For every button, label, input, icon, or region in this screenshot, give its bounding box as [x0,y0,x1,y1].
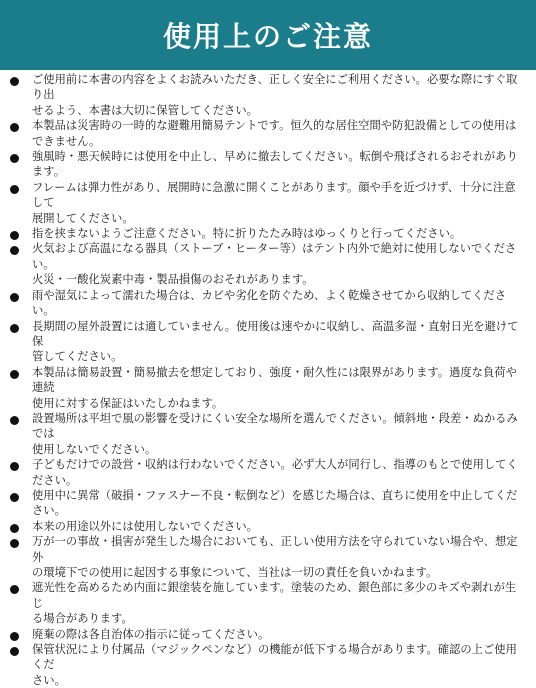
list-item [0,319,536,365]
list-item [0,488,536,519]
bullet-icon [10,185,19,194]
list-item [0,519,536,534]
bullet-icon [10,293,19,302]
list-item [0,534,536,580]
notice-text: 本来の用途以外には使用しないでください。 [32,519,258,533]
list-item [0,180,536,226]
notice-text: 雨や湿気によって濡れた場合は、カビや劣化を防ぐため、よく乾燥させてから収納してください。 [32,288,507,318]
bullet-icon [10,123,19,132]
notice-text: 保管状況により付属品（マジックペンなど）の機能が低下する場合があります。確認の上ご使用くだ さい。 [32,643,517,687]
notice-text: 強風時・悪天候時には使用を中止し、早めに撤去してください。転倒や飛ばされるおそれがあります。 [32,150,518,179]
list-item [0,288,536,319]
notice-text: ご使用前に本書の内容をよくお読みいただき、正しく安全にご利用ください。必要な際にすぐ取り出 せるよう、本書は大切に保管してください。 [32,73,518,117]
list-item [0,72,536,118]
notice-text: 設置場所は平坦で風の影響を受けにくい安全な場所を選んでください。傾斜地・段差・ぬかるみでは 使用しないでください。 [32,411,518,456]
bullet-icon [10,77,19,86]
list-item [0,457,536,488]
list-item [0,580,536,626]
notice-text: 長期間の屋外設置には適していません。使用後は速やかに収納し、高温多湿・直射日光を避けて保 管してください。 [32,319,519,364]
notice-text: 廃棄の際は各自治体の指示に従ってください。 [32,627,270,641]
notice-text: 本製品は災害時の一時的な避難用簡易テントです。恒久的な居住空間や防犯設備としての使用は できません。 [32,119,517,148]
notice-text: 指を挟まないようご注意ください。特に折りたたみ時はゆっくりと行ってください。 [32,227,462,241]
bullet-icon [10,462,19,471]
notice-text: 火気および高温になる器具（ストーブ・ヒーター等）はテント内外で絶対に使用しないでください。 火災・一酸化炭素中毒・製品損傷のおそれがあります。 [32,242,517,287]
bullet-icon [10,370,19,379]
list-item [0,627,536,642]
list-item [0,365,536,411]
bullet-icon [10,324,19,333]
bullet-icon [10,231,19,240]
notice-text: フレームは弾力性があり、展開時に急激に開くことがあります。顔や手を近づけず、十分に注意して 展開してください。 [32,180,516,225]
bullet-icon [10,154,19,163]
list-item [0,226,536,241]
list-item [0,411,536,457]
bullet-icon [10,585,19,594]
list-item [0,149,536,180]
notice-text: 本製品は簡易設置・簡易撤去を想定しており、強度・耐久性には限界があります。過度な負荷や連続 使用に対する保証はいたしかねます。 [32,365,517,410]
list-item [0,642,536,688]
bullet-icon [10,416,19,425]
bullet-icon [10,647,19,656]
notice-text: 遮光性を高めるため内面に銀塗装を施しています。塗装のため、銀色部に多少のキズや剥れが生じ る場合があります。 [32,581,517,626]
bullet-icon [10,246,19,255]
bullet-icon [10,524,19,533]
bullet-icon [10,539,19,548]
page-title: 使用上のご注意 [162,20,373,53]
list-item [0,118,536,149]
notice-text: 使用中に異常（破損・ファスナー不良・転倒など）を感じた場合は、直ちに使用を中止してください。 [32,488,518,518]
header-banner [0,0,536,70]
bullet-icon [10,493,19,502]
notice-text: 万が一の事故・損害が発生した場合においても、正しい使用方法を守られていない場合や、想定外 の環境下での使用に起因する事象について、当社は一切の責任を負いかねます。 [32,535,518,579]
list-item [0,241,536,287]
notice-text: 子どもだけでの設営・収納は行わないでください。必ず大人が同行し、指導のもとで使用してください。 [32,458,518,487]
notice-list [0,72,536,688]
bullet-icon [10,632,19,641]
